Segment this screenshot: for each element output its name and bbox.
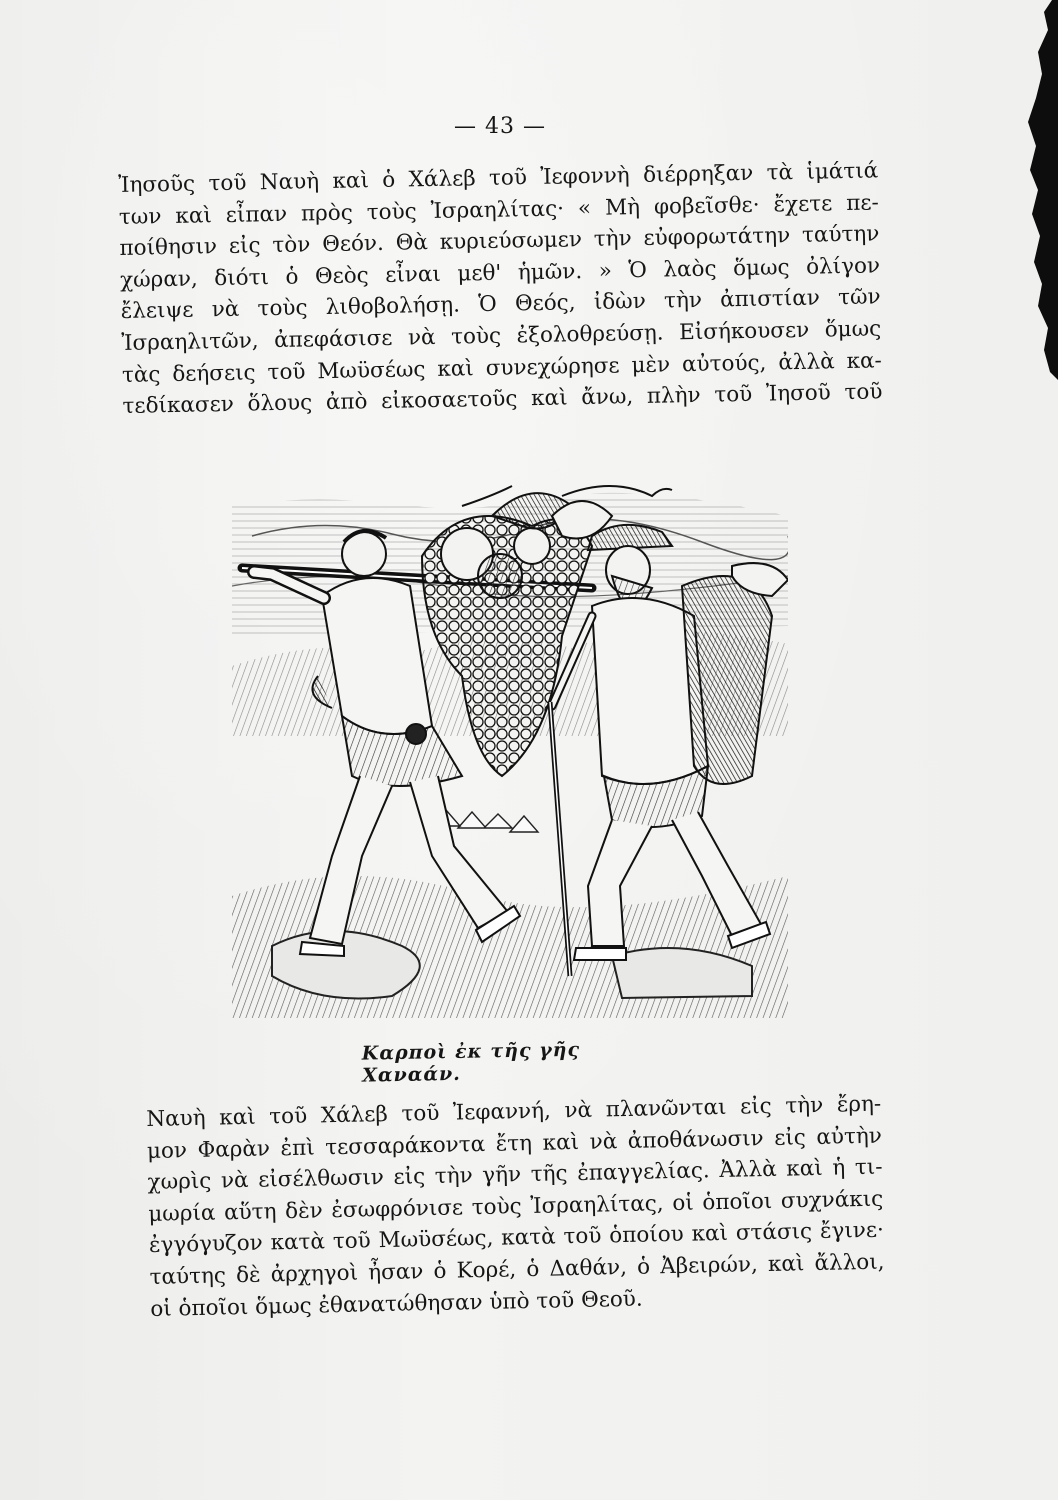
text-line: Ἰησοῦς τοῦ Ναυὴ καὶ ὁ Χάλεβ τοῦ Ἰεφοννὴ διέρρηξαν τὰ ἱμάτιά xyxy=(118,158,879,198)
text-line: ποίθησιν εἰς τὸν Θεόν. Θὰ κυριεύσωμεν τὴν εὐφορωτάτην ταύτην xyxy=(119,221,880,262)
text-line: ἐγγόγυζον κατὰ τοῦ Μωϋσέως, κατὰ τοῦ ὁποίου καὶ στάσις ἔγινε· xyxy=(148,1217,885,1259)
page-number: — 43 — xyxy=(454,114,546,139)
text-line: μον Φαρὰν ἐπὶ τεσσαράκοντα ἔτη καὶ νὰ ἀποθάνωσιν εἰς αὐτὴν xyxy=(146,1123,883,1164)
text-line: ἔλειψε νὰ τοὺς λιθοβολήσῃ. Ὁ Θεός, ἰδὼν τὴν ἀπιστίαν τῶν xyxy=(120,284,881,325)
text-line: Ναυὴ καὶ τοῦ Χάλεβ τοῦ Ἰεφαννή, νὰ πλανῶνται εἰς τὴν ἔρη- xyxy=(146,1091,882,1132)
engraving-illustration xyxy=(232,476,788,1018)
text-line: οἱ ὁποῖοι ὅμως ἐθανατώθησαν ὑπὸ τοῦ Θεοῦ. xyxy=(150,1286,643,1322)
text-line: τεδίκασεν ὅλους ἀπὸ εἰκοσαετοῦς καὶ ἄνω, πλὴν τοῦ Ἰησοῦ τοῦ xyxy=(122,379,883,420)
text-line: μωρία αὕτη δὲν ἐσωφρόνισε τοὺς Ἰσραηλίτας, οἱ ὁποῖοι συχνάκις xyxy=(148,1186,884,1227)
text-line: ταύτης δὲ ἀρχηγοὶ ἦσαν ὁ Κορέ, ὁ Δαθάν, ὁ Ἀβειρών, καὶ ἄλλοι, xyxy=(149,1249,885,1290)
illustration-caption: Καρποὶ ἐκ τῆς γῆς Χαναάν. xyxy=(361,1038,581,1087)
text-line: χωρὶς νὰ εἰσέλθωσιν εἰς τὴν γῆν τῆς ἐπαγγελίας. Ἀλλὰ καὶ ἡ τι- xyxy=(147,1154,883,1196)
text-line: τὰς δεήσεις τοῦ Μωϋσέως καὶ συνεχώρησε μὲν αὐτούς, ἀλλὰ κα- xyxy=(121,347,883,388)
text-line: Ἰσραηλιτῶν, ἀπεφάσισε νὰ τοὺς ἐξολοθρεύσῃ. Εἰσήκουσεν ὅμως xyxy=(121,316,882,356)
paragraph-bottom xyxy=(146,1089,885,1326)
text-line: χώραν, διότι ὁ Θεὸς εἶναι μεθ' ἡμῶν. » Ὁ λαὸς ὅμως ὀλίγον xyxy=(119,253,881,293)
text-line: των καὶ εἶπαν πρὸς τοὺς Ἰσραηλίτας· « Μὴ φοβεῖσθε· ἔχετε πε- xyxy=(118,189,880,230)
torn-page-edge xyxy=(998,0,1058,380)
paragraph-top xyxy=(118,155,883,422)
